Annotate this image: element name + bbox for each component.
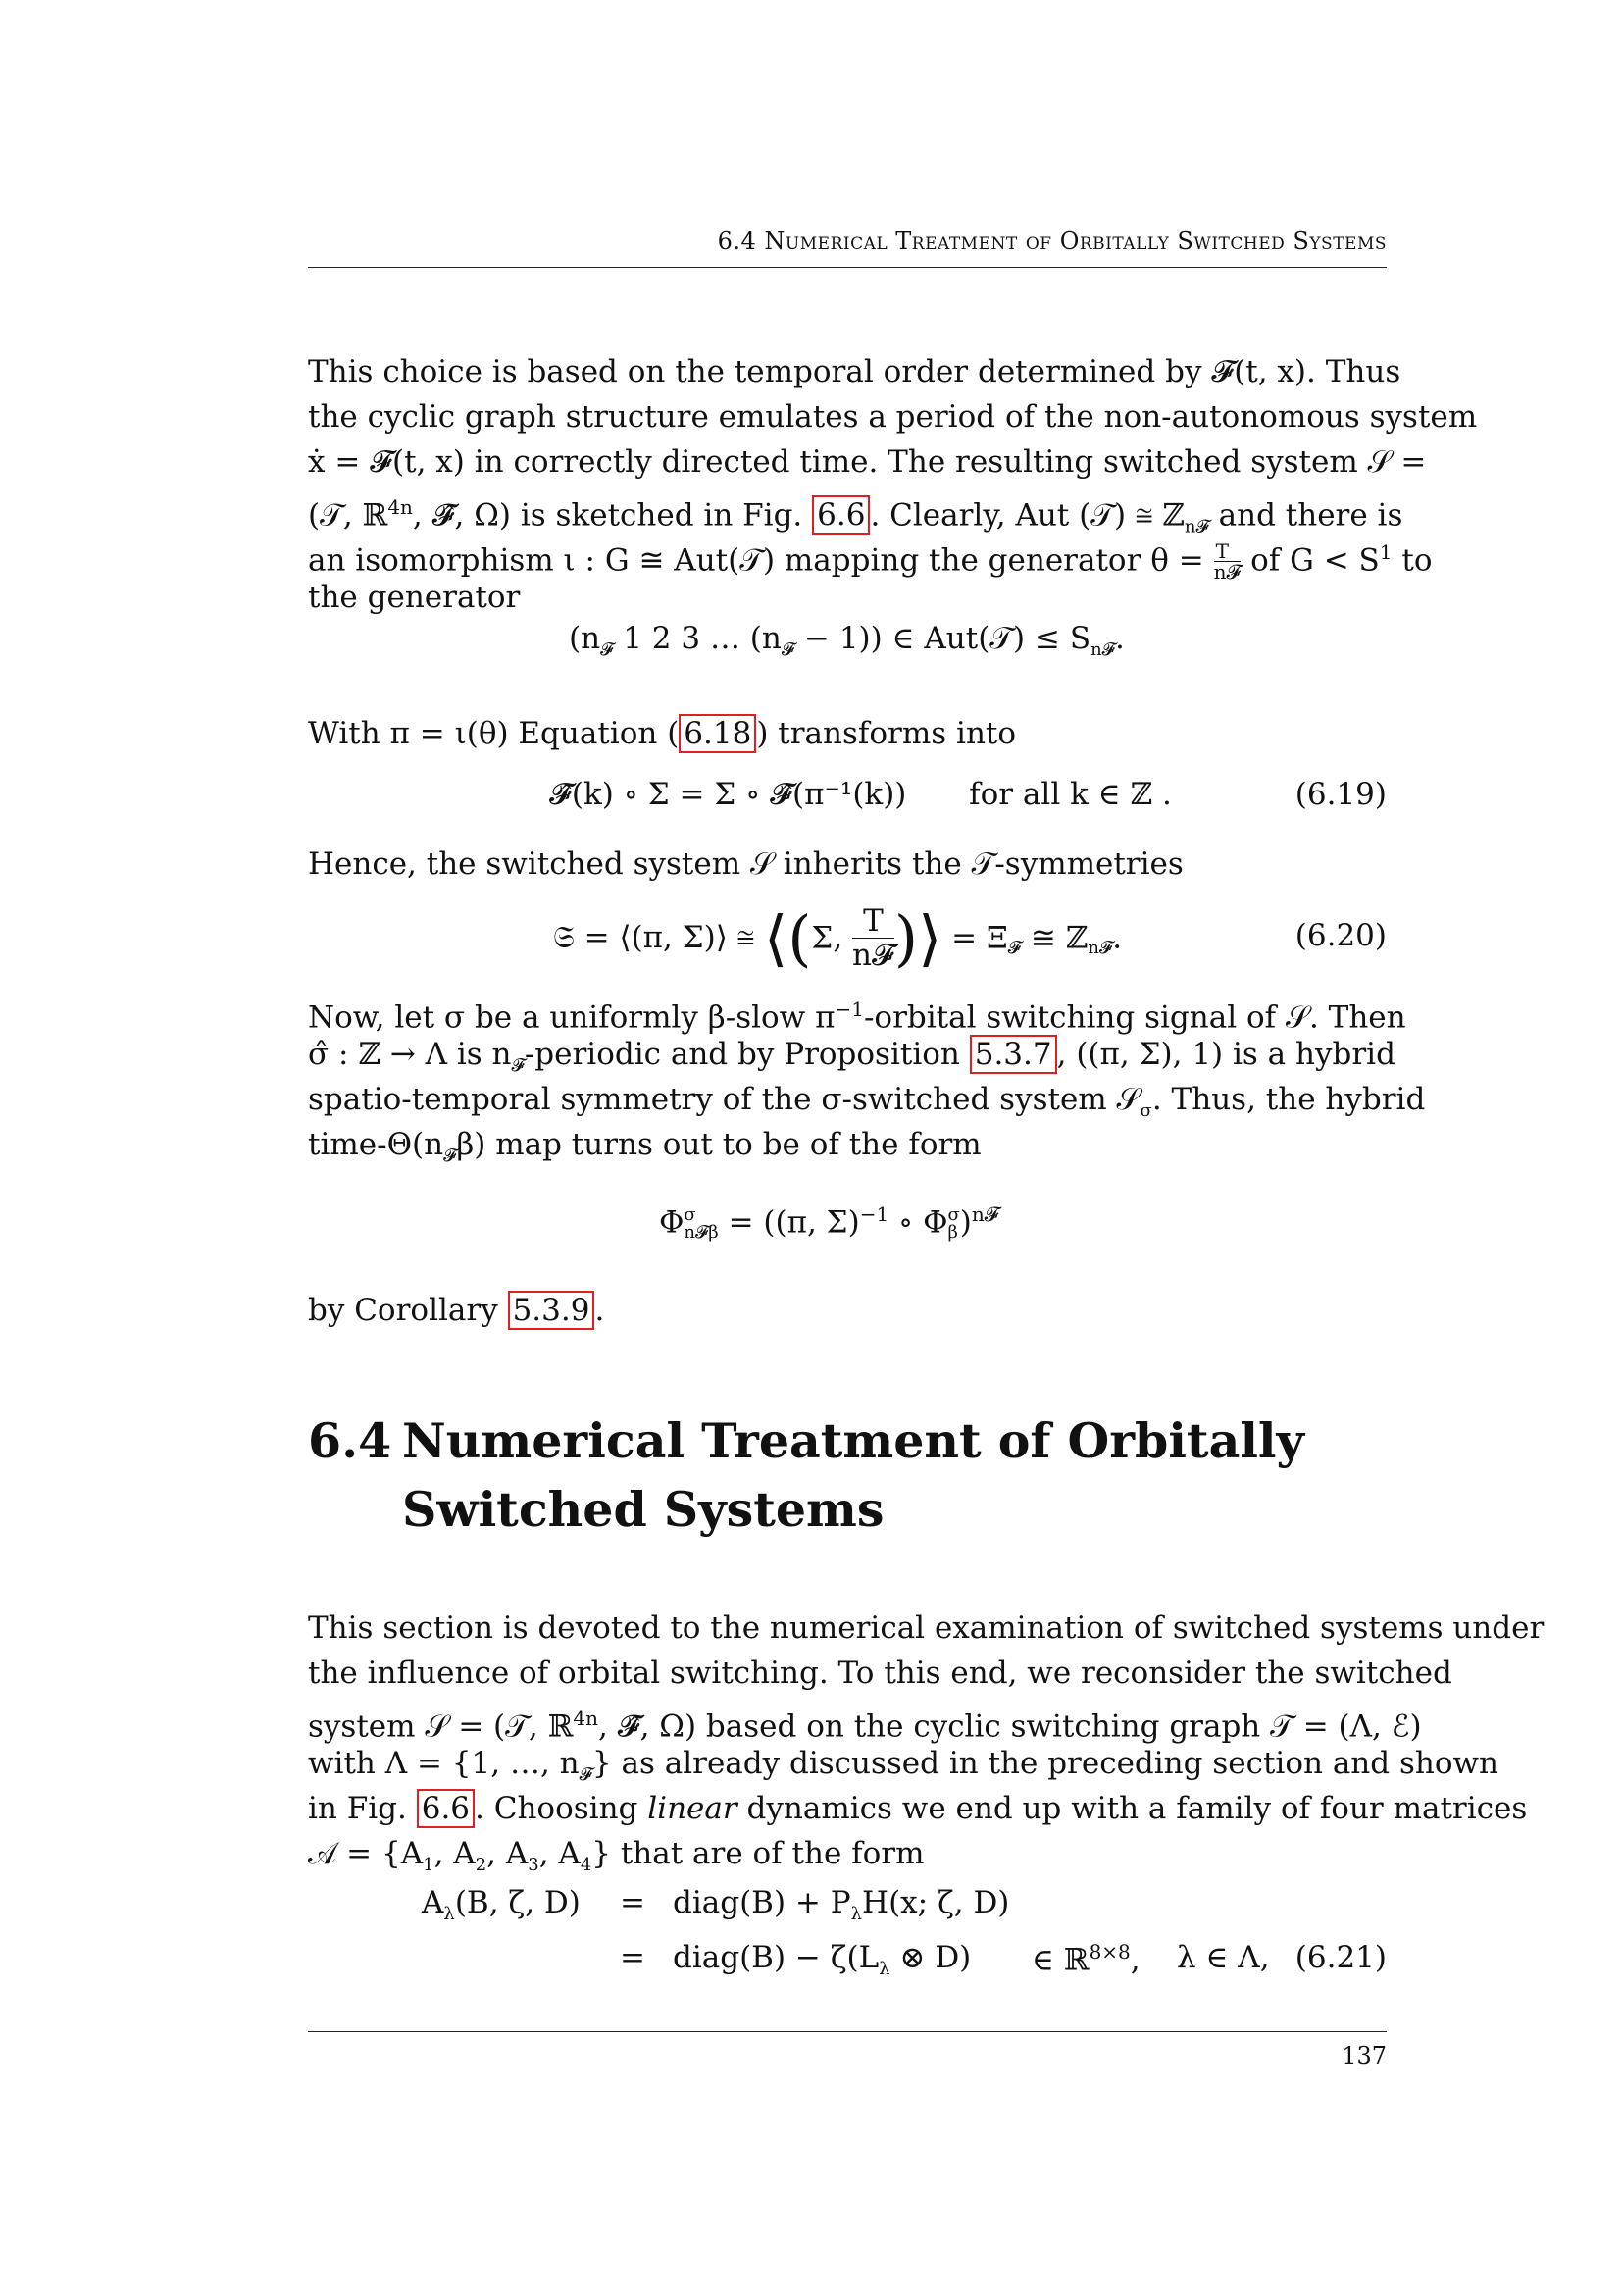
text-line: the cyclic graph structure emulates a period of the non-autonomous system bbox=[308, 399, 1478, 434]
equation-time-map: Φ σ n𝓕β = ((π, Σ)$^{-1}$ ∘ Φ σ β )$^{n𝓕}$ bbox=[659, 1202, 999, 1243]
equation-6-20: 𝔖 = ⟨(π, Σ)⟩ ≅ ⟨(Σ, T n𝓕 )⟩ = $\Xi_𝓕$ ≅ ℤ$_{n𝓕}$. bbox=[553, 902, 1123, 974]
equation-generator: ($n_𝓕$ 1 2 3 … $(n_𝓕 - 1)$) ∈ Aut(𝒯) ≤ $S_{n𝓕}$. bbox=[569, 621, 1125, 661]
equation-number: (6.19) bbox=[1294, 777, 1387, 812]
equation-link[interactable]: 6.18 bbox=[679, 714, 756, 753]
corollary-link[interactable]: 5.3.9 bbox=[508, 1291, 595, 1330]
paragraph-section-intro bbox=[308, 1606, 1545, 1876]
paragraph-symmetries bbox=[308, 842, 1387, 887]
equation-6-21-row2: diag(B) − $\zeta(L_\lambda$ ⊗ D) bbox=[673, 1940, 972, 1980]
section-number: 6.4 bbox=[308, 1412, 392, 1469]
equation-6-21-equals: = bbox=[620, 1940, 645, 1975]
text-line: (𝒯, ℝ$^{4n}$, 𝓕̂, Ω) is sketched in Fig. 6.6 . Clearly, Aut (𝒯) ≅ ℤ$_{n𝓕}$ and there is bbox=[308, 495, 1403, 537]
text-line: This choice is based on the temporal order determined by 𝓕(t, x). Thus bbox=[308, 354, 1401, 389]
paragraph-intro bbox=[308, 349, 1478, 620]
section-heading bbox=[308, 1406, 1387, 1544]
paragraph-switching bbox=[308, 987, 1426, 1167]
text-line: 𝒜 = {$A_1$, $A_2$, $A_3$, $A_4$} that are of the form bbox=[308, 1836, 925, 1876]
equation-6-21-row1: diag(B) + $P_\lambda H(x$; ζ, D) bbox=[673, 1885, 1010, 1925]
footer-rule bbox=[308, 2031, 1387, 2032]
paragraph-corollary bbox=[308, 1288, 1387, 1333]
equation-6-19: 𝓕̂(k) ∘ Σ = Σ ∘ 𝓕̂(π⁻¹(k)) for all k ∈ ℤ . bbox=[549, 777, 1172, 812]
equation-6-21-condition: λ ∈ Λ, bbox=[1177, 1940, 1270, 1975]
equation-6-21-space: ∈ ℝ$^{8\times 8}$, bbox=[1032, 1940, 1141, 1978]
figure-link[interactable]: 6.6 bbox=[417, 1789, 475, 1828]
text-line: With π = ι(θ) Equation ( 6.18 ) transforms into bbox=[308, 716, 1017, 751]
equation-6-21-lhs: $A_\lambda(B$, ζ, D) bbox=[422, 1885, 581, 1925]
text-line: in Fig. 6.6 . Choosing linear dynamics we end up with a family of four matrices bbox=[308, 1791, 1528, 1826]
figure-link[interactable]: 6.6 bbox=[812, 495, 870, 535]
text-line: σ̂ : ℤ → Λ is $n_𝓕$-periodic and by Proposition 5.3.7 , ((π, Σ), 1) is a hybrid bbox=[308, 1037, 1395, 1077]
proposition-link[interactable]: 5.3.7 bbox=[970, 1035, 1057, 1074]
text-line: Now, let σ be a uniformly β-slow $\pi^{-1}$-orbital switching signal of 𝒮. Then bbox=[308, 997, 1406, 1036]
paragraph-transform bbox=[308, 711, 1387, 756]
header-rule bbox=[308, 267, 1387, 268]
section-title-line1: Numerical Treatment of Orbitally bbox=[402, 1412, 1305, 1469]
text-line: by Corollary 5.3.9 . bbox=[308, 1293, 605, 1328]
running-head: 6.4 Numerical Treatment of Orbitally Switched Systems bbox=[717, 228, 1387, 255]
text-line: system 𝒮 = (𝒯, ℝ$^{4n}$, 𝓕̂, Ω) based on the cyclic switching graph 𝒯 = (Λ, ℰ) bbox=[308, 1707, 1422, 1745]
text-line: the influence of orbital switching. To this end, we reconsider the switched bbox=[308, 1656, 1452, 1691]
page-number: 137 bbox=[1342, 2042, 1387, 2069]
text-line: Hence, the switched system 𝒮 inherits the 𝒯-symmetries bbox=[308, 846, 1184, 882]
section-title-line2: Switched Systems bbox=[402, 1481, 885, 1538]
equation-number: (6.20) bbox=[1294, 918, 1387, 953]
equation-6-21-equals: = bbox=[620, 1885, 645, 1920]
text-line: the generator bbox=[308, 580, 521, 615]
text-line: This section is devoted to the numerical examination of switched systems under bbox=[308, 1610, 1545, 1646]
equation-number: (6.21) bbox=[1294, 1940, 1387, 1975]
text-line: with Λ = {1, …, $n_𝓕$} as already discussed in the preceding section and shown bbox=[308, 1746, 1499, 1786]
text-line: spatio-temporal symmetry of the σ-switched system 𝒮$_\sigma$. Thus, the hybrid bbox=[308, 1082, 1426, 1122]
text-line: time-$\Theta(n_𝓕\beta)$ map turns out to be of the form bbox=[308, 1127, 982, 1167]
text-line: ẋ = 𝓕(t, x) in correctly directed time. The resulting switched system 𝒮 = bbox=[308, 444, 1427, 480]
text-line: an isomorphism ι : G ≅ Aut(𝒯) mapping the generator θ = T n𝓕 of $G < S^1$ to bbox=[308, 539, 1433, 585]
